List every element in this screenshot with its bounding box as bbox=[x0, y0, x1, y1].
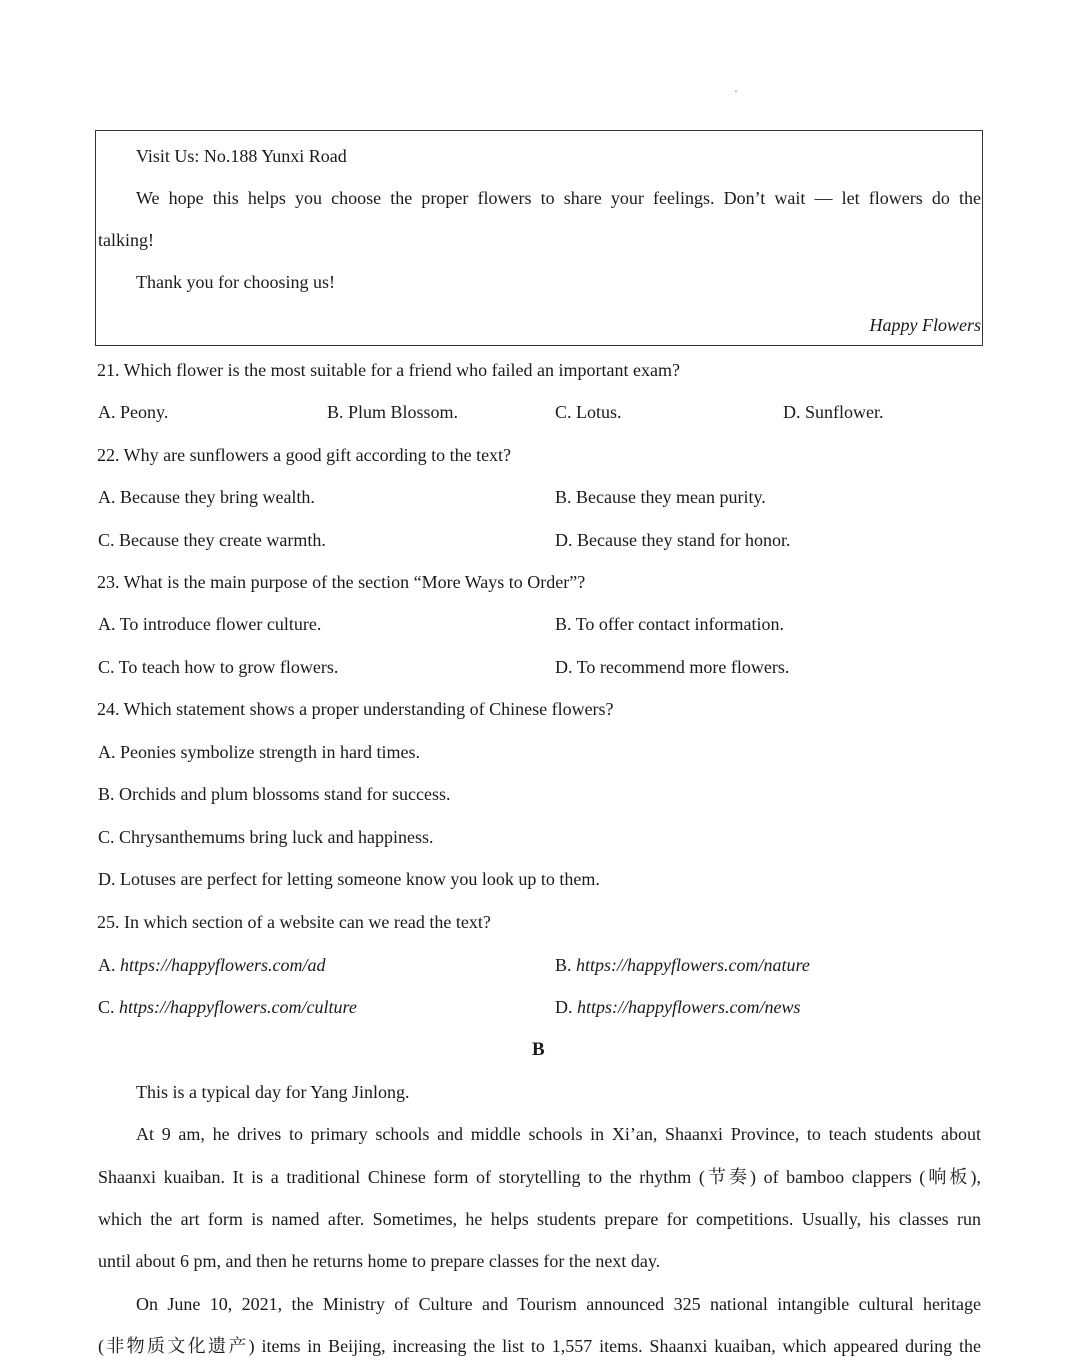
section-b-p1: This is a typical day for Yang Jinlong. bbox=[136, 1082, 410, 1102]
q22-option-d: D. Because they stand for honor. bbox=[555, 530, 791, 550]
thanks-line: Thank you for choosing us! bbox=[136, 272, 335, 292]
q21-option-a: A. Peony. bbox=[98, 402, 169, 422]
q24-option-d: D. Lotuses are perfect for letting someone know you look up to them. bbox=[98, 869, 600, 889]
q21-stem: 21. Which flower is the most suitable for a friend who failed an important exam? bbox=[97, 360, 680, 380]
q25-stem: 25. In which section of a website can we read the text? bbox=[97, 912, 491, 932]
signature: Happy Flowers bbox=[869, 315, 981, 335]
section-b-p2-line2 bbox=[98, 1166, 981, 1188]
section-b-p2-line3-text: which the art form is named after. Sometimes, he helps students prepare for competitions. Usually, his classes run bbox=[98, 1209, 981, 1229]
stray-mark: · bbox=[734, 84, 738, 98]
q22-option-c: C. Because they create warmth. bbox=[98, 530, 326, 550]
q23-option-c: C. To teach how to grow flowers. bbox=[98, 657, 339, 677]
q23-stem: 23. What is the main purpose of the section “More Ways to Order”? bbox=[97, 572, 586, 592]
section-b-p3-line2 bbox=[98, 1335, 981, 1357]
q21-option-b: B. Plum Blossom. bbox=[327, 402, 459, 422]
section-b-heading: B bbox=[532, 1039, 545, 1060]
q24-option-b: B. Orchids and plum blossoms stand for success. bbox=[98, 784, 451, 804]
section-b-p2-line1 bbox=[136, 1123, 981, 1145]
q25-option-a-url: https://happyflowers.com/ad bbox=[120, 955, 326, 975]
section-b-p2-line3 bbox=[98, 1208, 981, 1230]
hope-line-1 bbox=[136, 187, 981, 209]
q25-option-b bbox=[555, 954, 810, 976]
section-b-p3-line1 bbox=[136, 1293, 981, 1315]
q25-option-c-letter: C. bbox=[98, 997, 120, 1017]
q23-option-a: A. To introduce flower culture. bbox=[98, 614, 322, 634]
q24-option-c: C. Chrysanthemums bring luck and happiness. bbox=[98, 827, 434, 847]
section-b-p3-line2-text: (非物质文化遗产) items in Beijing, increasing the list to 1,557 items. Shaanxi kuaiban, which appeared during the bbox=[98, 1336, 981, 1356]
q22-option-a: A. Because they bring wealth. bbox=[98, 487, 315, 507]
q25-option-b-letter: B. bbox=[555, 955, 577, 975]
section-b-p3-line1-text: On June 10, 2021, the Ministry of Culture and Tourism announced 325 national intangible cultural heritage bbox=[136, 1294, 981, 1314]
q25-option-d-letter: D. bbox=[555, 997, 577, 1017]
q23-option-d: D. To recommend more flowers. bbox=[555, 657, 790, 677]
hope-line-2: talking! bbox=[98, 230, 154, 250]
q25-option-d-url: https://happyflowers.com/news bbox=[577, 997, 801, 1017]
q24-stem: 24. Which statement shows a proper understanding of Chinese flowers? bbox=[97, 699, 614, 719]
q25-option-b-url: https://happyflowers.com/nature bbox=[576, 955, 810, 975]
q23-option-b: B. To offer contact information. bbox=[555, 614, 785, 634]
q24-option-a: A. Peonies symbolize strength in hard times. bbox=[98, 742, 420, 762]
q21-option-c: C. Lotus. bbox=[555, 402, 622, 422]
q25-option-c-url: https://happyflowers.com/culture bbox=[119, 997, 357, 1017]
section-b-p2-line4: until about 6 pm, and then he returns home to prepare classes for the next day. bbox=[98, 1251, 661, 1271]
q22-stem: 22. Why are sunflowers a good gift according to the text? bbox=[97, 445, 512, 465]
hope-line-1-text: We hope this helps you choose the proper flowers to share your feelings. Don’t wait — let flowers do the bbox=[136, 188, 981, 208]
q25-option-d bbox=[555, 996, 801, 1018]
section-b-p2-line2-text: Shaanxi kuaiban. It is a traditional Chinese form of storytelling to the rhythm (节奏) of bamboo clappers (响板), bbox=[98, 1167, 981, 1187]
section-b-p2-line1-text: At 9 am, he drives to primary schools and middle schools in Xi’an, Shaanxi Province, to teach students about bbox=[136, 1124, 981, 1144]
visit-line: Visit Us: No.188 Yunxi Road bbox=[136, 146, 347, 166]
q25-option-a-letter: A. bbox=[98, 955, 120, 975]
q25-option-c bbox=[98, 996, 357, 1018]
q21-option-d: D. Sunflower. bbox=[783, 402, 884, 422]
q25-option-a bbox=[98, 954, 326, 976]
q22-option-b: B. Because they mean purity. bbox=[555, 487, 766, 507]
